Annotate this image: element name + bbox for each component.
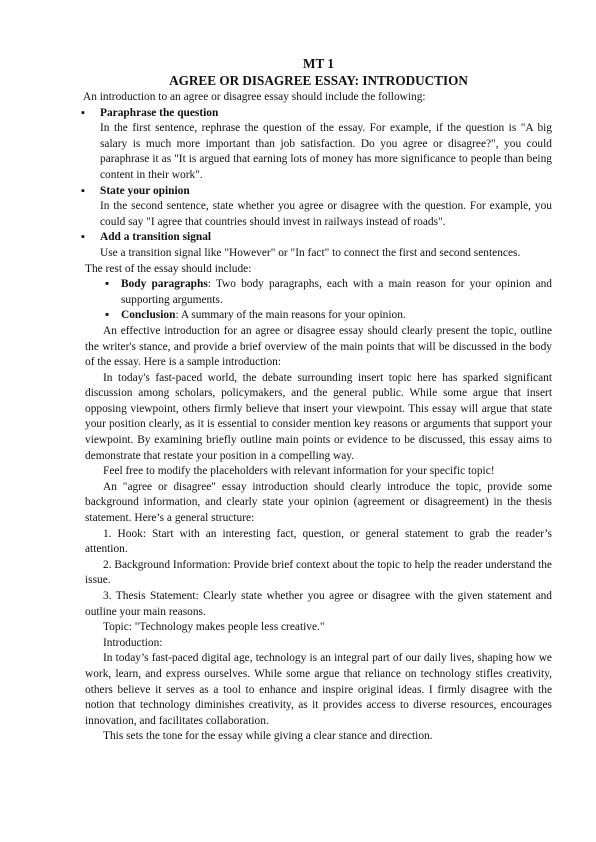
doc-subtitle: AGREE OR DISAGREE ESSAY: INTRODUCTION: [169, 72, 468, 88]
body-paragraph: Feel free to modify the placeholders with relevant information for your specific topic!: [103, 465, 495, 478]
bullet-heading: State your opinion: [100, 184, 190, 197]
structure-step: 1. Hook: Start with an interesting fact, question, or general statement to grab the reader’s attention.: [85, 527, 552, 556]
closing-line: This sets the tone for the essay while giving a clear stance and direction.: [103, 730, 433, 743]
bullet-item: [81, 184, 552, 200]
bullet-text: In the second sentence, state whether you agree or disagree with the question. For example, you could say "I agree that countries should invest in railways instead of roads".: [100, 200, 552, 228]
rest-intro-line: The rest of the essay should include:: [85, 262, 252, 275]
bullet-heading: Paraphrase the question: [100, 106, 219, 119]
sub-bullet-text: : Two body paragraphs, each with a main reason for your opinion and supporting arguments.: [121, 278, 552, 306]
bullet-item: [81, 230, 552, 246]
bullet-item: [81, 106, 552, 122]
bullet-icon: ▪: [81, 106, 85, 119]
structure-step: 2. Background Information: Provide brief context about the topic to help the reader understand the issue.: [85, 558, 552, 587]
sample-paragraph: In today's fast-paced world, the debate surrounding insert topic here has sparked significant discussion among scholars, policymakers, and the general public. While some argue that insert opposing viewpoint, others firmly believe that insert your viewpoint. This essay will argue that state your position clearly, as it is essential to consider mention key reasons or arguments that support your viewpoint. By examining briefly outline main points or evidence to be discussed, this essay aims to demonstrate that restate your position in a compelling way.: [85, 371, 552, 462]
sub-bullet-item: [85, 277, 552, 308]
sub-bullet-text: : A summary of the main reasons for your opinion.: [175, 309, 406, 322]
bullet-icon: ▪: [81, 231, 85, 244]
body-paragraph: An effective introduction for an agree or disagree essay should clearly present the topic, outline the writer's stance, and provide a brief overview of the main points that will be discussed in the body of the essay. Here is a sample introduction:: [85, 324, 552, 369]
bullet-icon: ▪: [105, 278, 110, 291]
structure-step: 3. Thesis Statement: Clearly state whether you agree or disagree with the given statement and outline your main reasons.: [85, 590, 552, 618]
intro-line: An introduction to an agree or disagree essay should include the following:: [83, 91, 426, 103]
bullet-text: In the first sentence, rephrase the question of the essay. For example, if the question is "A big salary is much more important than job satisfaction. Do you agree or disagree?", you could paraphrase it as "It is argued that earning lots of money has more significance to people than being content in their work".: [100, 122, 552, 181]
sub-bullet-item: [85, 308, 552, 324]
introduction-label: Introduction:: [103, 636, 163, 649]
body-paragraph: An "agree or disagree" essay introduction should clearly introduce the topic, provide some background information, and clearly state your opinion (agreement or disagreement) in the thesis statement. Here’s a general structure:: [85, 480, 552, 525]
sub-bullet-heading: Conclusion: [121, 309, 176, 322]
example-paragraph: In today’s fast-paced digital age, technology is an integral part of our daily lives, shaping how we work, learn, and express ourselves. While some argue that reliance on technology stifles creativity, others believe it serves as a tool to enhance and inspire original ideas. I firmly disagree with the notion that technology diminishes creativity, as it provides access to diverse resources, encourages innovation, and facilitates collaboration.: [85, 652, 552, 727]
topic-line: Topic: "Technology makes people less creative.": [103, 621, 325, 634]
bullet-icon: ▪: [105, 309, 110, 322]
doc-title: MT 1: [303, 56, 334, 71]
sub-bullet-heading: Body paragraphs: [121, 278, 208, 291]
bullet-icon: ▪: [81, 184, 85, 197]
bullet-heading: Add a transition signal: [100, 231, 212, 244]
bullet-text: Use a transition signal like "However" or "In fact" to connect the first and second sentences.: [100, 246, 521, 259]
